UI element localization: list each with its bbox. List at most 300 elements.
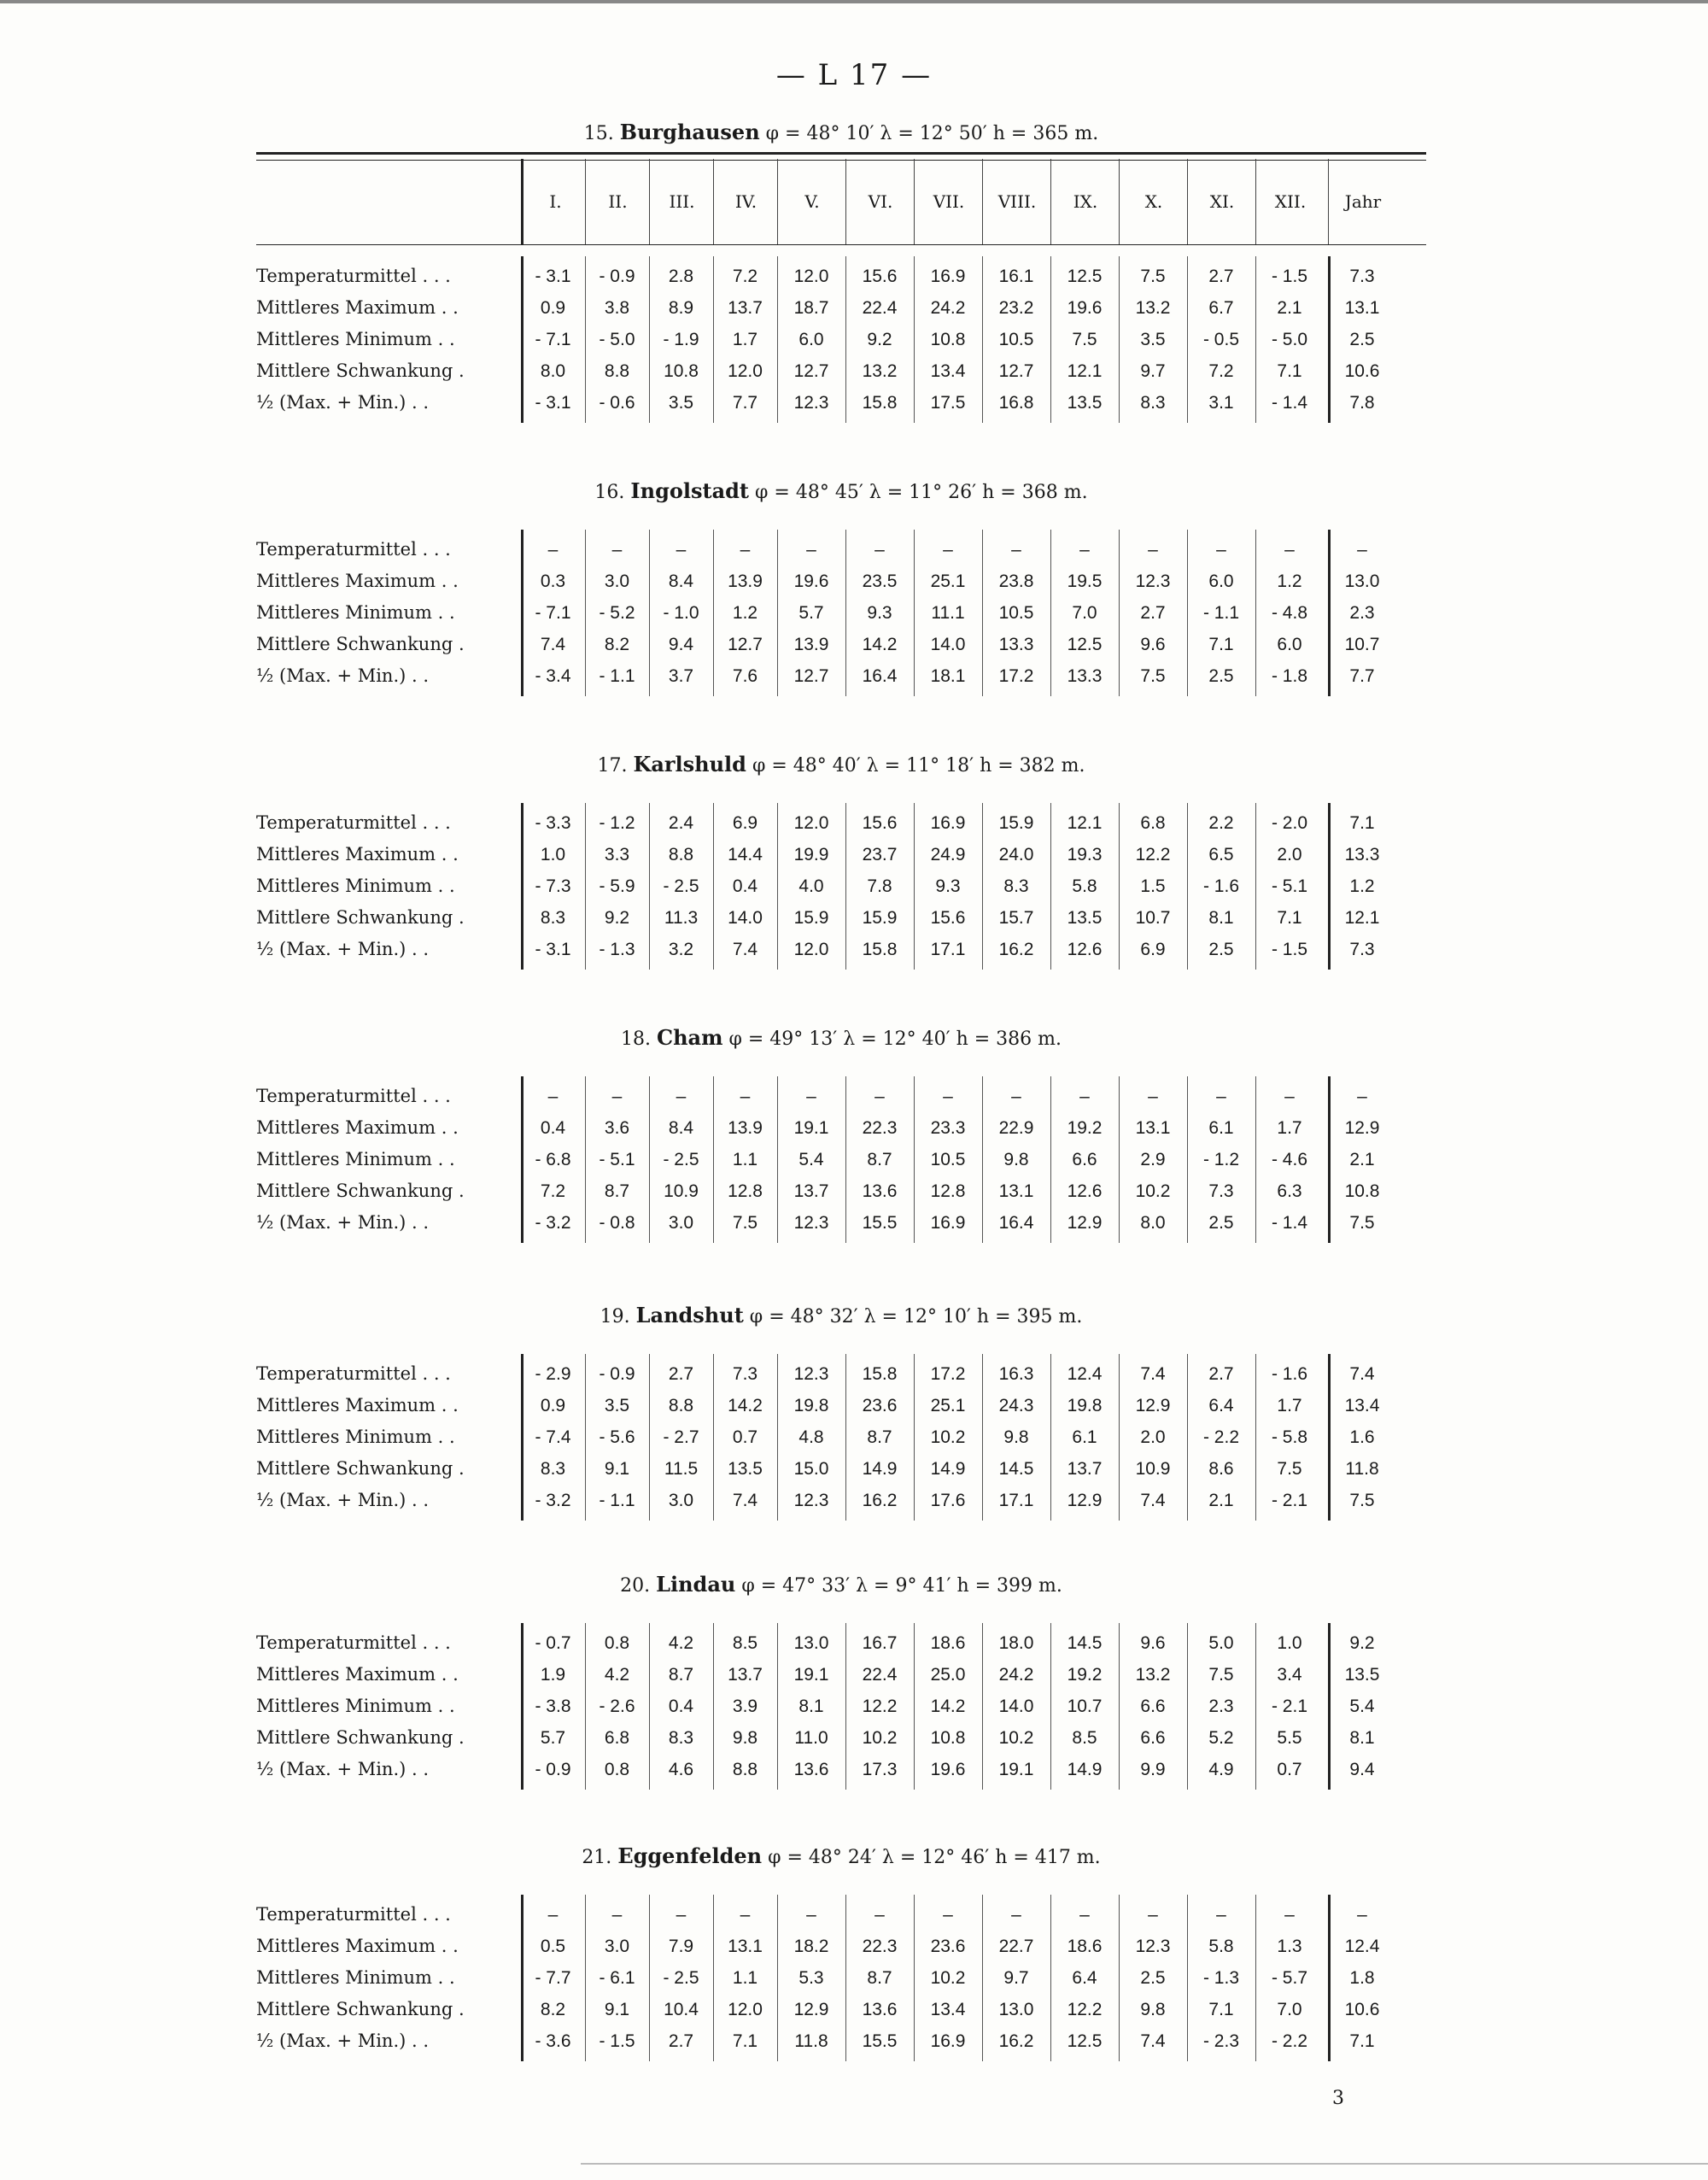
- table-cell: 13.6: [793, 1760, 829, 1779]
- row-label: Mittleres Maximum . .: [256, 297, 459, 318]
- table-cell: 15.6: [862, 813, 898, 833]
- table-cell: 13.5: [1067, 908, 1103, 928]
- table-cell: 19.6: [930, 1760, 966, 1779]
- table-cell: 8.2: [604, 635, 630, 654]
- table-cell: 8.7: [604, 1181, 630, 1201]
- table-cell: 7.1: [1208, 2000, 1234, 2019]
- table-cell: - 1.5: [1271, 940, 1308, 959]
- table-cell: –: [1148, 540, 1158, 560]
- table-cell: 3.9: [732, 1697, 758, 1716]
- month-header-row: [256, 159, 1426, 244]
- table-cell: - 2.5: [663, 1968, 699, 1988]
- table-cell: 8.7: [668, 1665, 694, 1685]
- table-cell: 23.8: [998, 571, 1034, 591]
- table-cell: 16.8: [998, 393, 1034, 413]
- table-cell: 13.6: [862, 1181, 898, 1201]
- table-cell: 12.7: [793, 361, 829, 381]
- table-cell: 1.2: [732, 603, 758, 623]
- station-coords: φ = 48° 32′ λ = 12° 10′ h = 395 m.: [749, 1306, 1083, 1327]
- table-cell: 9.2: [604, 908, 630, 928]
- table-cell: –: [1216, 540, 1226, 560]
- table-row: [256, 1899, 1426, 1931]
- table-cell: 4.6: [668, 1760, 694, 1779]
- table-cell: 8.0: [540, 361, 566, 381]
- table-cell: 6.0: [798, 330, 824, 349]
- table-cell: 9.8: [732, 1728, 758, 1748]
- table-cell: - 2.0: [1271, 813, 1308, 833]
- table-cell: 8.0: [1140, 1213, 1166, 1233]
- table-row: [256, 1358, 1426, 1390]
- table-cell: 2.3: [1349, 603, 1375, 623]
- station-name: Cham: [656, 1025, 723, 1050]
- table-cell: 12.3: [1135, 1937, 1171, 1956]
- table-cell: 12.9: [1135, 1396, 1171, 1415]
- table-cell: 2.8: [668, 267, 694, 286]
- table-cell: 8.5: [1072, 1728, 1097, 1748]
- table-cell: - 2.5: [663, 1150, 699, 1169]
- table-cell: 25.0: [930, 1665, 966, 1685]
- row-label: Mittleres Minimum . .: [256, 1427, 455, 1447]
- table-cell: 13.6: [862, 2000, 898, 2019]
- table-cell: - 1.8: [1271, 666, 1308, 686]
- table-cell: - 5.1: [599, 1150, 635, 1169]
- table-cell: - 7.3: [535, 876, 571, 896]
- table-cell: 10.8: [930, 1728, 966, 1748]
- table-cell: 7.0: [1277, 2000, 1302, 2019]
- table-cell: –: [1148, 1905, 1158, 1925]
- table-cell: 9.1: [604, 2000, 630, 2019]
- table-cell: 2.7: [668, 1364, 694, 1384]
- table-cell: 15.9: [998, 813, 1034, 833]
- station-block: [256, 478, 1426, 705]
- table-cell: –: [1079, 1905, 1090, 1925]
- table-cell: –: [740, 1087, 751, 1106]
- table-cell: 12.0: [793, 813, 829, 833]
- column-header: XI.: [1187, 159, 1256, 244]
- table-cell: 14.9: [862, 1459, 898, 1479]
- table-cell: 7.3: [1349, 940, 1375, 959]
- table-cell: 8.3: [540, 908, 566, 928]
- table-cell: 7.5: [1208, 1665, 1234, 1685]
- table-cell: - 5.9: [599, 876, 635, 896]
- table-cell: 6.1: [1072, 1427, 1097, 1447]
- table-cell: –: [1011, 540, 1021, 560]
- table-cell: 8.8: [604, 361, 630, 381]
- table-row: [256, 1453, 1426, 1485]
- table-cell: - 1.2: [599, 813, 635, 833]
- table-cell: 8.8: [668, 845, 694, 864]
- station-name: Landshut: [635, 1303, 744, 1327]
- table-cell: 0.4: [540, 1118, 566, 1138]
- table-cell: 7.1: [1349, 2031, 1375, 2051]
- table-cell: 1.2: [1277, 571, 1302, 591]
- table-cell: 16.4: [862, 666, 898, 686]
- table-cell: 3.5: [668, 393, 694, 413]
- table-cell: 16.2: [998, 940, 1034, 959]
- table-cell: 6.8: [604, 1728, 630, 1748]
- table-cell: 18.0: [998, 1633, 1034, 1653]
- table-cell: 12.7: [793, 666, 829, 686]
- table-row: [256, 1421, 1426, 1453]
- table-cell: 7.5: [732, 1213, 758, 1233]
- table-cell: 7.5: [1349, 1491, 1375, 1510]
- table-cell: - 2.6: [599, 1697, 635, 1716]
- table-cell: - 1.3: [1202, 1968, 1240, 1988]
- table-cell: 3.0: [604, 1937, 630, 1956]
- row-label: Mittlere Schwankung .: [256, 360, 465, 381]
- table-cell: 15.8: [862, 940, 898, 959]
- table-cell: –: [676, 540, 687, 560]
- table-row: [256, 1931, 1426, 1962]
- row-label: Mittlere Schwankung .: [256, 1727, 465, 1748]
- station-number: 19.: [600, 1306, 630, 1327]
- table-cell: - 7.1: [535, 603, 571, 623]
- table-cell: - 1.1: [599, 1491, 635, 1510]
- table-cell: 10.2: [1135, 1181, 1171, 1201]
- table-cell: 10.7: [1344, 635, 1380, 654]
- table-cell: - 1.4: [1271, 1213, 1308, 1233]
- table-cell: - 3.6: [535, 2031, 571, 2051]
- table-cell: 12.1: [1067, 813, 1103, 833]
- table-row: [256, 597, 1426, 629]
- table-cell: 16.2: [998, 2031, 1034, 2051]
- table-row: [256, 2025, 1426, 2057]
- table-cell: 2.5: [1349, 330, 1375, 349]
- table-cell: 12.6: [1067, 940, 1103, 959]
- table-cell: 7.4: [1140, 1364, 1166, 1384]
- column-header: I.: [521, 159, 588, 244]
- table-cell: 15.6: [862, 267, 898, 286]
- table-cell: –: [806, 1087, 816, 1106]
- table-cell: –: [740, 540, 751, 560]
- table-cell: –: [874, 1905, 885, 1925]
- table-cell: 10.9: [1135, 1459, 1171, 1479]
- table-cell: 16.9: [930, 2031, 966, 2051]
- table-cell: 12.2: [1135, 845, 1171, 864]
- table-cell: - 3.1: [535, 267, 571, 286]
- table-cell: 9.8: [1003, 1427, 1029, 1447]
- table-cell: 13.9: [728, 1118, 763, 1138]
- table-cell: 19.2: [1067, 1665, 1103, 1685]
- table-cell: 6.6: [1072, 1150, 1097, 1169]
- table-cell: 6.9: [1140, 940, 1166, 959]
- table-cell: - 3.1: [535, 393, 571, 413]
- table-cell: 13.9: [793, 635, 829, 654]
- table-cell: - 1.1: [599, 666, 635, 686]
- table-cell: 7.1: [732, 2031, 758, 2051]
- table-cell: 13.7: [728, 298, 763, 318]
- table-cell: - 5.8: [1271, 1427, 1308, 1447]
- table-cell: 13.2: [862, 361, 898, 381]
- table-cell: 10.7: [1067, 1697, 1103, 1716]
- table-cell: 9.6: [1140, 1633, 1166, 1653]
- table-cell: 2.2: [1208, 813, 1234, 833]
- table-cell: 13.2: [1135, 1665, 1171, 1685]
- table-cell: 2.4: [668, 813, 694, 833]
- table-row: [256, 1994, 1426, 2025]
- table-cell: 7.4: [732, 1491, 758, 1510]
- table-cell: 10.5: [998, 603, 1034, 623]
- table-cell: 1.9: [540, 1665, 566, 1685]
- row-label: Mittleres Minimum . .: [256, 876, 455, 896]
- table-row: [256, 566, 1426, 597]
- table-cell: 12.2: [862, 1697, 898, 1716]
- station-block: [256, 1303, 1426, 1529]
- table-cell: 5.3: [798, 1968, 824, 1988]
- table-cell: 19.2: [1067, 1118, 1103, 1138]
- table-cell: 22.3: [862, 1937, 898, 1956]
- table-cell: 2.5: [1208, 940, 1234, 959]
- table-row: [256, 355, 1426, 387]
- table-cell: - 3.1: [535, 940, 571, 959]
- table-cell: 16.2: [862, 1491, 898, 1510]
- table-cell: - 2.7: [663, 1427, 699, 1447]
- table-cell: - 1.6: [1202, 876, 1240, 896]
- table-cell: - 1.5: [1271, 267, 1308, 286]
- table-row: [256, 387, 1426, 419]
- column-header: VIII.: [982, 159, 1051, 244]
- table-cell: 2.9: [1140, 1150, 1166, 1169]
- table-row: [256, 1207, 1426, 1239]
- table-cell: 23.5: [862, 571, 898, 591]
- table-cell: 16.1: [998, 267, 1034, 286]
- table-cell: –: [1011, 1087, 1021, 1106]
- table-cell: 16.9: [930, 267, 966, 286]
- table-cell: 7.4: [1140, 1491, 1166, 1510]
- table-row: [256, 629, 1426, 660]
- table-cell: 12.6: [1067, 1181, 1103, 1201]
- table-cell: –: [1357, 540, 1367, 560]
- table-cell: 12.9: [1344, 1118, 1380, 1138]
- table-cell: 19.8: [1067, 1396, 1103, 1415]
- table-cell: 16.9: [930, 1213, 966, 1233]
- table-row: [256, 324, 1426, 355]
- row-label: Mittlere Schwankung .: [256, 1181, 465, 1201]
- table-cell: 15.5: [862, 2031, 898, 2051]
- table-cell: 12.1: [1067, 361, 1103, 381]
- table-cell: 2.1: [1277, 298, 1302, 318]
- table-cell: 7.5: [1277, 1459, 1302, 1479]
- table-cell: 6.4: [1072, 1968, 1097, 1988]
- row-label: Mittleres Maximum . .: [256, 1395, 459, 1415]
- table-cell: –: [943, 1905, 953, 1925]
- table-cell: 9.7: [1140, 361, 1166, 381]
- table-cell: 7.5: [1140, 267, 1166, 286]
- table-row: [256, 1175, 1426, 1207]
- station-block: [256, 120, 1426, 440]
- table-cell: 19.3: [1067, 845, 1103, 864]
- table-cell: 13.3: [1067, 666, 1103, 686]
- table-cell: 12.3: [793, 1364, 829, 1384]
- station-title: [256, 478, 1426, 503]
- table-cell: - 2.3: [1202, 2031, 1240, 2051]
- table-cell: –: [943, 1087, 953, 1106]
- table-cell: 7.8: [867, 876, 892, 896]
- table-cell: 12.8: [728, 1181, 763, 1201]
- table-cell: 1.3: [1277, 1937, 1302, 1956]
- table-cell: 13.4: [930, 2000, 966, 2019]
- table-cell: 10.5: [930, 1150, 966, 1169]
- table-cell: 3.4: [1277, 1665, 1302, 1685]
- table-cell: 12.0: [728, 361, 763, 381]
- table-cell: 5.8: [1208, 1937, 1234, 1956]
- table-cell: 13.1: [998, 1181, 1034, 1201]
- table-cell: - 1.3: [599, 940, 635, 959]
- table-cell: 17.6: [930, 1491, 966, 1510]
- station-name: Karlshuld: [633, 752, 746, 776]
- table-cell: - 1.2: [1202, 1150, 1240, 1169]
- table-row: [256, 292, 1426, 324]
- table-cell: - 5.0: [1271, 330, 1308, 349]
- table-cell: 9.2: [1349, 1633, 1375, 1653]
- table-cell: 12.0: [793, 940, 829, 959]
- table-cell: 0.9: [540, 1396, 566, 1415]
- table-cell: 22.7: [998, 1937, 1034, 1956]
- table-cell: 6.9: [732, 813, 758, 833]
- station-title: [256, 120, 1426, 144]
- table-cell: - 0.9: [599, 267, 635, 286]
- column-header: XII.: [1255, 159, 1325, 244]
- table-cell: 11.1: [931, 603, 965, 623]
- table-cell: 15.7: [998, 908, 1034, 928]
- row-label: ½ (Max. + Min.) . .: [256, 665, 430, 686]
- table-cell: 9.3: [867, 603, 892, 623]
- table-cell: 8.1: [798, 1697, 824, 1716]
- table-cell: –: [547, 1905, 559, 1925]
- row-label: Mittleres Minimum . .: [256, 1149, 455, 1169]
- station-number: 18.: [620, 1028, 651, 1050]
- table-cell: - 0.9: [535, 1760, 571, 1779]
- table-cell: –: [806, 1905, 816, 1925]
- table-cell: 12.0: [728, 2000, 763, 2019]
- table-cell: 11.5: [664, 1459, 699, 1479]
- table-cell: - 3.4: [535, 666, 571, 686]
- table-cell: 8.7: [867, 1427, 892, 1447]
- table-cell: –: [611, 1087, 623, 1106]
- table-cell: 11.8: [1345, 1459, 1379, 1479]
- table-cell: - 2.2: [1271, 2031, 1308, 2051]
- table-cell: 8.8: [668, 1396, 694, 1415]
- table-cell: 2.1: [1208, 1491, 1234, 1510]
- table-cell: 3.0: [668, 1213, 694, 1233]
- table-cell: 0.9: [540, 298, 566, 318]
- row-label: Mittleres Maximum . .: [256, 1117, 459, 1138]
- table-cell: 5.7: [798, 603, 824, 623]
- table-cell: 7.1: [1349, 813, 1375, 833]
- table-cell: 8.1: [1349, 1728, 1375, 1748]
- station-number: 20.: [620, 1575, 651, 1597]
- station-title: [256, 752, 1426, 776]
- table-cell: 12.9: [1067, 1213, 1103, 1233]
- table-cell: 1.2: [1349, 876, 1375, 896]
- table-cell: 0.8: [604, 1760, 630, 1779]
- table-cell: 7.2: [540, 1181, 566, 1201]
- table-cell: –: [943, 540, 953, 560]
- table-cell: 10.7: [1135, 908, 1171, 928]
- table-cell: 2.7: [1208, 1364, 1234, 1384]
- table-cell: - 1.6: [1271, 1364, 1308, 1384]
- table-cell: –: [1079, 540, 1090, 560]
- table-cell: - 7.1: [535, 330, 571, 349]
- table-cell: - 2.1: [1271, 1491, 1308, 1510]
- table-cell: 1.6: [1349, 1427, 1375, 1447]
- table-row: [256, 1627, 1426, 1659]
- table-row: [256, 839, 1426, 870]
- table-cell: 6.6: [1140, 1697, 1166, 1716]
- table-cell: - 6.8: [535, 1150, 571, 1169]
- table-cell: 19.6: [793, 571, 829, 591]
- station-name: Ingolstadt: [630, 478, 750, 503]
- table-cell: - 1.0: [663, 603, 699, 623]
- table-cell: 5.4: [798, 1150, 824, 1169]
- table-row: [256, 902, 1426, 934]
- station-coords: φ = 48° 24′ λ = 12° 46′ h = 417 m.: [768, 1847, 1101, 1868]
- page-header: — L 17 —: [775, 58, 933, 92]
- table-cell: - 7.7: [535, 1968, 571, 1988]
- station-title: [256, 1843, 1426, 1868]
- table-cell: –: [806, 540, 816, 560]
- table-cell: 8.3: [668, 1728, 694, 1748]
- table-cell: 7.0: [1072, 603, 1097, 623]
- table-cell: –: [1079, 1087, 1090, 1106]
- row-label: Mittlere Schwankung .: [256, 1999, 465, 2019]
- table-cell: 25.1: [930, 1396, 966, 1415]
- table-cell: –: [1284, 540, 1295, 560]
- table-cell: 7.5: [1072, 330, 1097, 349]
- page-number: 3: [1332, 2088, 1344, 2109]
- table-cell: 7.2: [732, 267, 758, 286]
- table-cell: 4.2: [668, 1633, 694, 1653]
- table-cell: –: [740, 1905, 751, 1925]
- table-cell: 9.4: [668, 635, 694, 654]
- station-coords: φ = 47° 33′ λ = 9° 41′ h = 399 m.: [741, 1575, 1062, 1597]
- station-block: [256, 1843, 1426, 2070]
- table-row: [256, 807, 1426, 839]
- table-cell: –: [676, 1905, 687, 1925]
- row-label: Mittleres Maximum . .: [256, 844, 459, 864]
- table-cell: 13.1: [1135, 1118, 1171, 1138]
- table-cell: 8.8: [732, 1760, 758, 1779]
- table-cell: 1.7: [732, 330, 758, 349]
- table-cell: 4.0: [798, 876, 824, 896]
- row-label: Temperaturmittel . . .: [256, 539, 451, 560]
- table-cell: 8.9: [668, 298, 694, 318]
- table-row: [256, 1112, 1426, 1144]
- table-cell: 7.2: [1208, 361, 1234, 381]
- table-cell: - 0.6: [599, 393, 635, 413]
- table-cell: 7.1: [1277, 908, 1302, 928]
- table-cell: 8.4: [668, 571, 694, 591]
- table-cell: 9.1: [604, 1459, 630, 1479]
- table-cell: 14.2: [862, 635, 898, 654]
- row-label: Mittleres Minimum . .: [256, 329, 455, 349]
- table-cell: 13.0: [1344, 571, 1380, 591]
- table-cell: 14.0: [930, 635, 966, 654]
- table-cell: 7.3: [732, 1364, 758, 1384]
- table-cell: 1.0: [540, 845, 566, 864]
- table-cell: 13.3: [998, 635, 1034, 654]
- table-cell: 11.3: [664, 908, 699, 928]
- table-cell: - 3.2: [535, 1213, 571, 1233]
- table-cell: 13.7: [1067, 1459, 1103, 1479]
- table-cell: 12.9: [1067, 1491, 1103, 1510]
- table-cell: 19.9: [793, 845, 829, 864]
- table-cell: 7.3: [1349, 267, 1375, 286]
- table-cell: 5.7: [540, 1728, 566, 1748]
- table-cell: 6.7: [1208, 298, 1234, 318]
- table-cell: 12.4: [1067, 1364, 1103, 1384]
- table-cell: –: [1284, 1905, 1295, 1925]
